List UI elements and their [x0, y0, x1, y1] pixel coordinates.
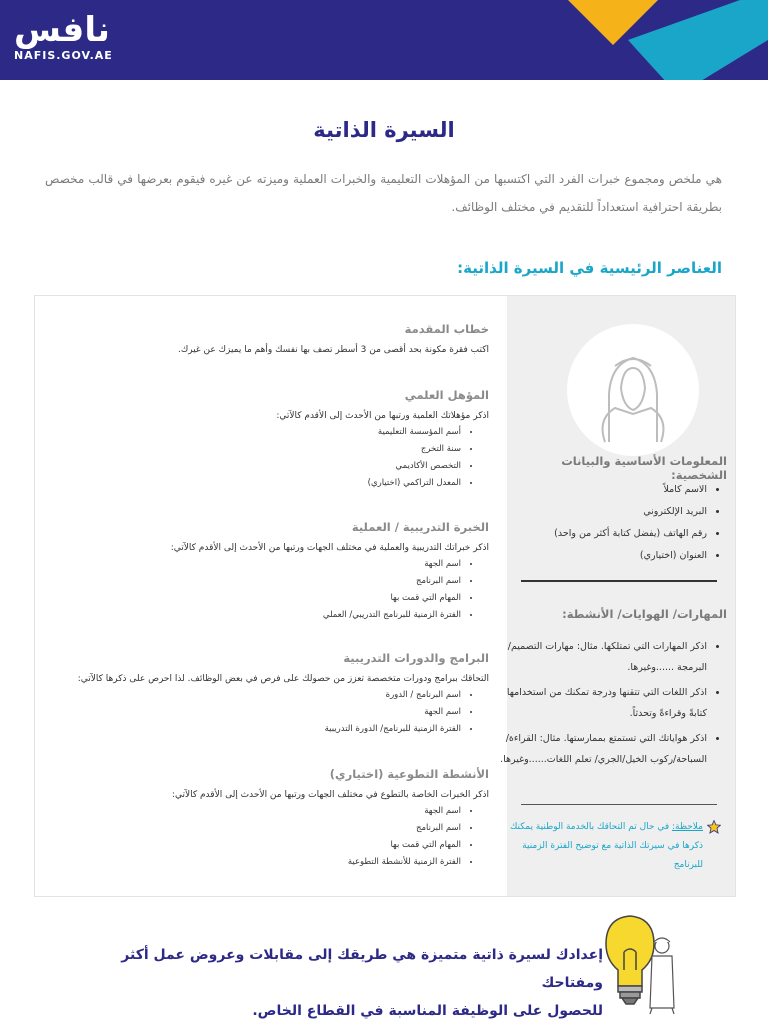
nafis-logo[interactable]	[14, 10, 113, 62]
list-item: • أسم المؤسسة التعليمية	[49, 424, 461, 441]
list-item: • رقم الهاتف (يفضل كتابة أكثر من واحد)	[487, 523, 707, 545]
intro-paragraph: هي ملخص ومجموع خبرات الفرد التي اكتسبها من المؤهلات التعليمية والخبرات العملية وميزته عن غيره فيقوم بعرضها في قالب مخصص بطريقة احترافية استعداداً للتقديم في مختلف الوظائف.	[45, 172, 722, 214]
list-item: • المهام التي قمت بها	[49, 590, 461, 607]
list-item: • الفترة الزمنية للبرنامج التدريبي/ العملي	[49, 607, 461, 624]
list-item: • اسم الجهة	[49, 803, 461, 820]
page-title: السيرة الذاتية	[313, 118, 455, 142]
person-silhouette-icon	[567, 324, 699, 456]
list-item: • المعدل التراكمي (اختياري)	[49, 475, 461, 492]
programs-section	[49, 651, 489, 738]
section-heading: المؤهل العلمي	[404, 388, 489, 402]
cv-template-box	[34, 295, 736, 897]
note-label: ملاحظة:	[672, 822, 703, 832]
skills-list	[487, 636, 735, 774]
cv-sidebar	[500, 296, 735, 896]
sidebar-divider	[521, 804, 717, 805]
list-item: • الفترة الزمنية للأنشطة التطوعية	[49, 854, 461, 871]
intro-letter-section	[49, 322, 489, 358]
header-bar	[0, 0, 768, 80]
section-heading: خطاب المقدمة	[404, 322, 489, 336]
list-item: • اسم البرنامج	[49, 573, 461, 590]
section-text: اذكر مؤهلاتك العلمية ورتبها من الأحدث إلى الأقدم كالآتي:	[276, 411, 489, 421]
footer-message	[103, 941, 603, 1025]
section-text: اذكر الخبرات الخاصة بالتطوع في مختلف الجهات ورتبها من الأحدث إلى الأقدم كالآتي:	[171, 790, 489, 800]
sidebar-divider	[521, 580, 717, 582]
experience-section	[49, 520, 489, 624]
section-text: التحاقك ببرامج ودورات متخصصة تعزز من حصولك على فرص في بعض الوظائف. لذا احرص على ذكرها كالآتي:	[77, 674, 489, 684]
national-service-note	[507, 818, 721, 875]
list-item: • اذكر اللغات التي تتقنها ودرجة تمكنك من استخدامها كتابةً وقراءةً وتحدثاً.	[487, 682, 707, 724]
logo-text: نافس	[14, 10, 110, 50]
education-section	[49, 388, 489, 492]
section-heading: الخبرة التدريبية / العملية	[351, 520, 489, 534]
personal-info-heading: المعلومات الأساسية والبيانات الشخصية:	[561, 454, 727, 482]
programs-list	[49, 687, 489, 738]
list-item: • العنوان (اختياري)	[487, 545, 707, 567]
list-item: • اذكر المهارات التي تمتلكها. مثال: مهارات التصميم/البرمجة ......وغيرها.	[487, 636, 707, 678]
list-item: • الاسم كاملاً	[487, 479, 707, 501]
section-heading: البرامج والدورات التدريبية	[343, 651, 489, 665]
section-text: اكتب فقرة مكونة بحد أقصى من 3 أسطر تصف بها نفسك وأهم ما يميزك عن غيرك.	[177, 345, 489, 355]
header-decoration-icon	[568, 0, 768, 80]
cv-main-column	[49, 296, 489, 896]
list-item: • اسم البرنامج	[49, 820, 461, 837]
list-item: • المهام التي قمت بها	[49, 837, 461, 854]
note-text: في حال تم التحاقك بالخدمة الوطنية يمكنك ذكرها في سيرتك الذاتية مع توضيح الفترة الزمنية للبرنامج	[509, 822, 703, 870]
section-text: اذكر خبراتك التدريبية والعملية في مختلف الجهات ورتبها من الأحدث إلى الأقدم كالآتي:	[170, 543, 489, 553]
section-heading: الأنشطة التطوعية (اختياري)	[329, 767, 489, 781]
list-item: • اذكر هواياتك التي تستمتع بممارستها. مثال: القراءة/ السباحة/ركوب الخيل/الجري/ تعلم اللغات......وغيرها.	[487, 728, 707, 770]
lightbulb-with-person-icon	[600, 912, 680, 1016]
education-list	[49, 424, 489, 492]
personal-info-list	[487, 479, 735, 567]
footer-line-1: إعدادك لسيرة ذاتية متميزة هي طريقك إلى مقابلات وعروض عمل أكثر ومفتاحك	[121, 947, 603, 991]
list-item: • البريد الإلكتروني	[487, 501, 707, 523]
volunteer-list	[49, 803, 489, 871]
list-item: • الفترة الزمنية للبرنامج/ الدورة التدريبية	[49, 721, 461, 738]
star-icon	[707, 820, 721, 834]
list-item: • اسم الجهة	[49, 704, 461, 721]
list-item: • سنة التخرج	[49, 441, 461, 458]
list-item: • التخصص الأكاديمي	[49, 458, 461, 475]
volunteer-section	[49, 767, 489, 871]
list-item: • اسم الجهة	[49, 556, 461, 573]
list-item: • اسم البرنامج / الدورة	[49, 687, 461, 704]
elements-heading: العناصر الرئيسية في السيرة الذاتية:	[457, 259, 722, 277]
logo-url: NAFIS.GOV.AE	[14, 49, 113, 62]
skills-heading: المهارات/ الهوايات/ الأنشطة:	[562, 607, 727, 621]
experience-list	[49, 556, 489, 624]
avatar	[567, 324, 699, 456]
footer-line-2: للحصول على الوظيفة المناسبة في القطاع الخاص.	[252, 1003, 603, 1019]
